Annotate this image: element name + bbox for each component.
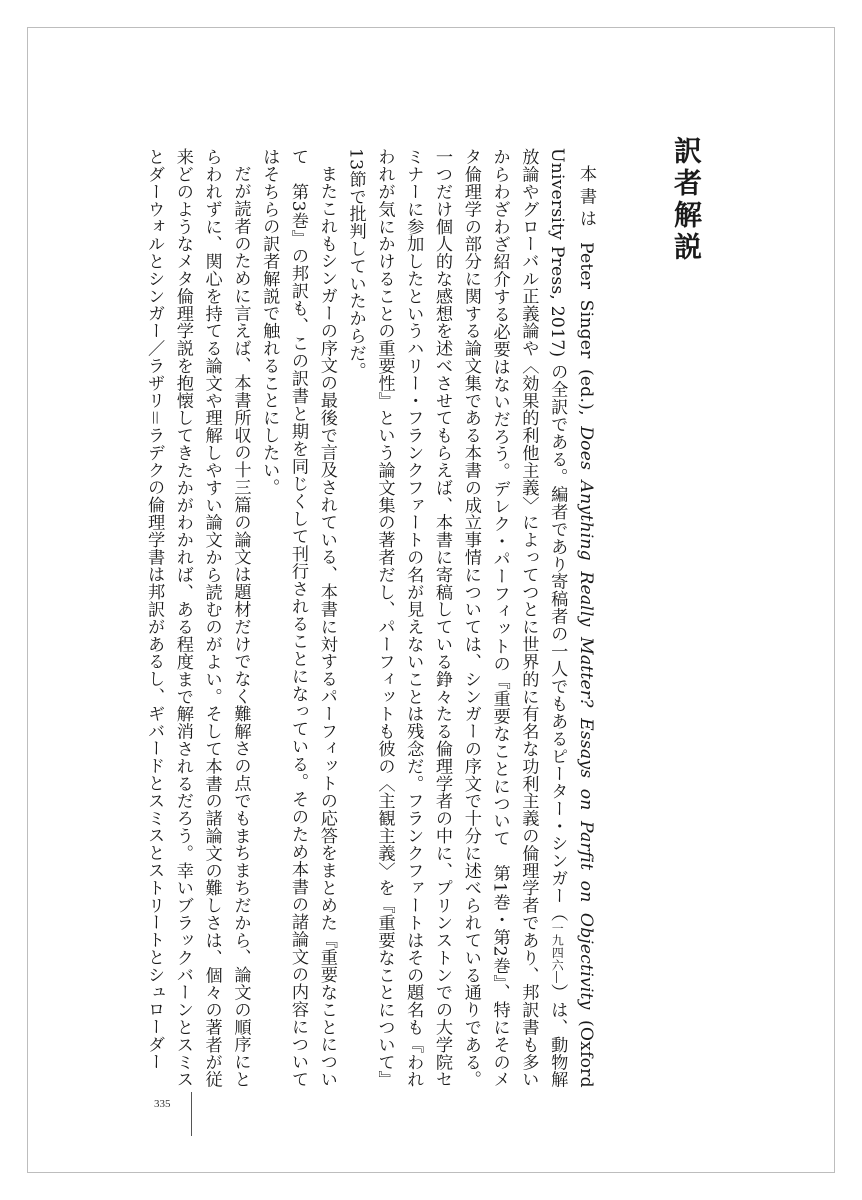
paragraph (254, 148, 340, 1088)
text-run: ）は、動物解放論やグローバル正義論や〈効果的利他主義〉によってつとに世界的に有名な功利主義の倫理学者であり、邦訳書も多いからわざわざ紹介する必要はないだろう。デレク・パーフィットの『重要なことについて 第1巻・第2巻』、特にそのメタ倫理学の部分に関する論文集である本書の成立事情については、シンガーの序文で十分に述べられている通りである。一つだけ個人的な感想を述べさせてもらえば、本書に寄稿している錚々たる倫理学者の中に、プリンストンでの大学院セミナーに参加したというハリー・フランクファートの名が見えないことは残念だ。フランクファートはその題名も『われわれが気にかけることの重要性』という論文集の著者だし、パーフィットも彼の〈主観主義〉を『重要なことについて』13節で批判していたからだ。 (345, 148, 568, 1088)
folio-rule (191, 1092, 192, 1136)
text-run: 一九四六― (550, 921, 565, 984)
paragraph (341, 148, 600, 1088)
text-run: だが読者のために言えば、本書所収の十三篇の論文は題材だけでなく難解さの点でもまちまちだから、論文の順序にとらわれずに、関心を持てる論文や理解しやすい論文から読むのがよい。そして本書の諸論文の難しさは、個々の著者が従来どのようなメタ倫理学説を抱懐してきたかがわかれば、ある程度まで解消されるだろう。幸いブラックバーンとスミスとダーウォルとシンガー／ラザリ＝ラデクの倫理学書は邦訳があるし、ギバードとスミスとストリートとシュローダー (144, 148, 251, 1088)
page-number: 335 (154, 1098, 171, 1110)
body-text (140, 148, 600, 1088)
chapter-title: 訳者解説 (670, 136, 703, 264)
text-run: Does Anything Really Matter? Essays on Parfit on Objectivity (576, 426, 596, 1010)
text-run: またこれもシンガーの序文の最後で言及されている、本書に対するパーフィットの応答をまとめた『重要なことについて 第3巻』の邦訳も、この訳書と期を同じくして刊行されることになっている。そのため本書の諸論文の内容についてはそちらの訳者解説で触れることにしたい。 (259, 148, 337, 1088)
text-run: 本書は Peter Singer (ed.), (576, 165, 596, 427)
paragraph (140, 148, 254, 1088)
text-run: (Oxford University Press, 2017) の全訳である。編者であり寄稿者の一人でもあるピーター・シンガー（ (547, 148, 596, 1088)
